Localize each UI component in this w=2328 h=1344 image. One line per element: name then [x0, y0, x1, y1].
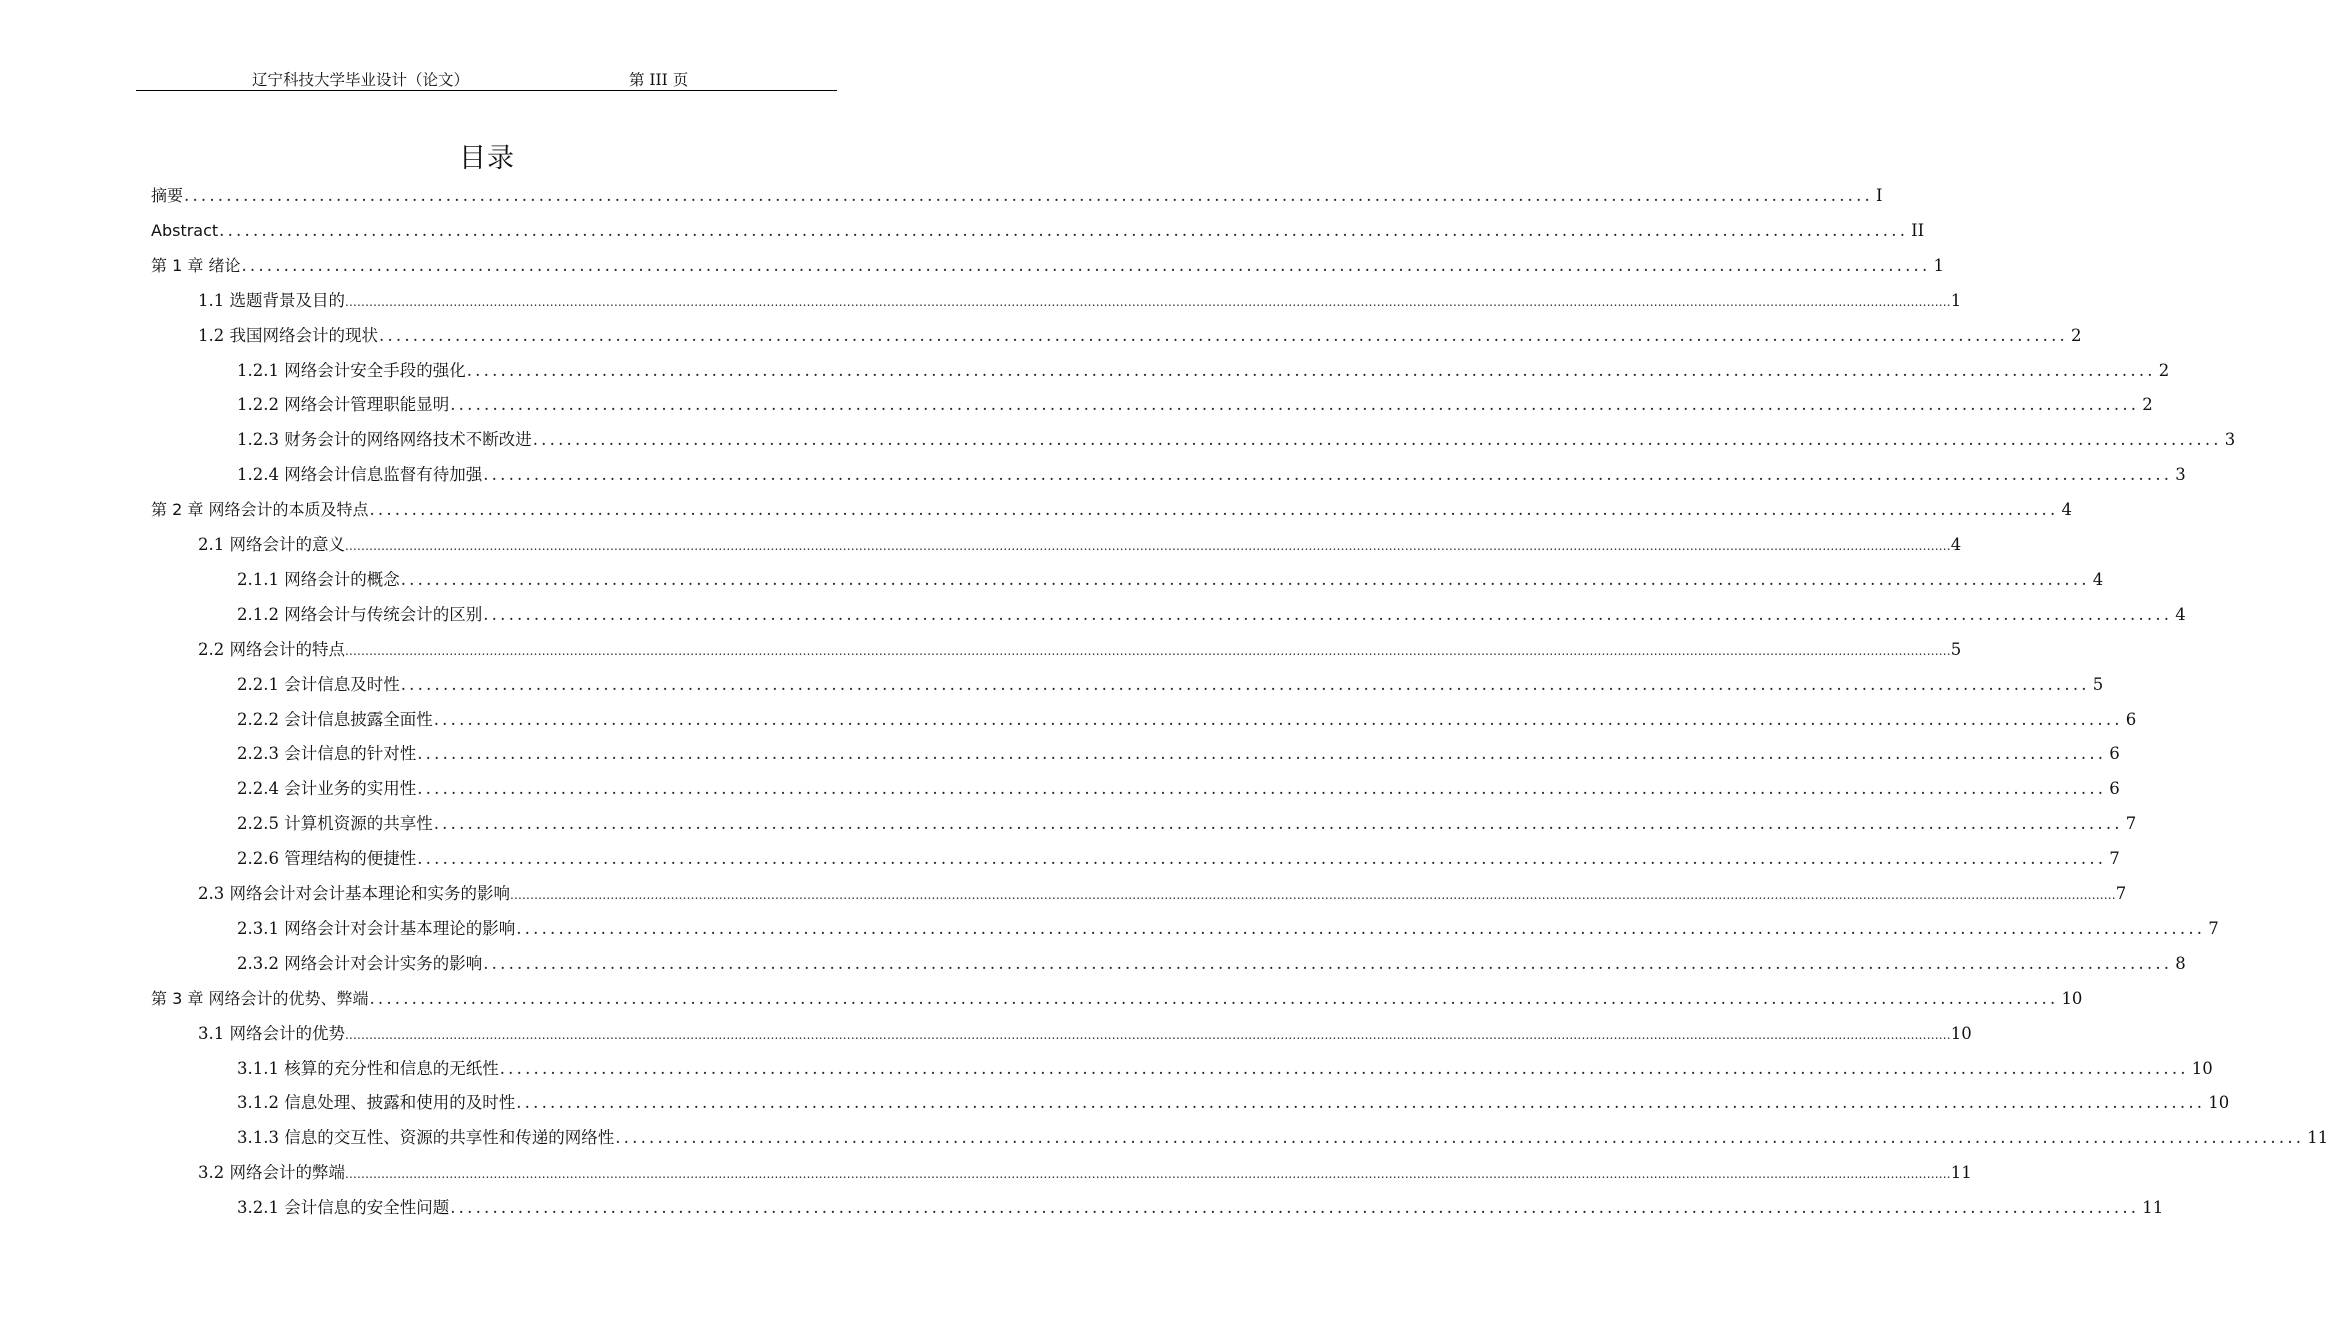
toc-entry[interactable] — [237, 844, 2120, 874]
toc-entry[interactable] — [237, 600, 2186, 630]
toc-entry[interactable] — [151, 984, 2083, 1014]
toc-entry-page-number: 6 — [2109, 744, 2120, 764]
toc-entry-page-number: 4 — [2092, 569, 2104, 589]
toc-entry-page-number: 6 — [2109, 779, 2120, 799]
toc-entry[interactable] — [198, 286, 1962, 316]
toc-entry-page-number: 4 — [1950, 535, 1962, 554]
toc-dot-leader: ........................................................................................................................................................................................................ — [219, 220, 1909, 240]
toc-entry-page-number: 7 — [2115, 884, 2127, 903]
toc-dot-leader: ................................................................................................................................................................................................................................................................................................................................................................................................................ — [345, 643, 1951, 658]
toc-entry-page-number: 10 — [2191, 1058, 2213, 1078]
toc-entry[interactable] — [237, 1123, 2328, 1153]
toc-entry-page-number: 4 — [2061, 500, 2072, 520]
toc-entry-title: 第 1 章 绪论 — [151, 255, 241, 275]
toc-entry[interactable] — [237, 356, 2170, 386]
toc-entry[interactable] — [237, 739, 2120, 769]
toc-entry[interactable] — [198, 1019, 1972, 1049]
toc-entry-title: 第 3 章 网络会计的优势、弊端 — [151, 988, 369, 1008]
toc-entry[interactable] — [237, 949, 2186, 979]
toc-entry-page-number: 1 — [1933, 255, 1944, 275]
toc-dot-leader: ................................................................................................................................................................................................................................................................................................................................................................................................................ — [345, 539, 1951, 553]
toc-entry[interactable] — [237, 565, 2104, 595]
toc-dot-leader: ........................................................................................................................................................................................................ — [615, 1128, 2305, 1148]
toc-entry-title: 2.3.1 网络会计对会计基本理论的影响 — [237, 918, 516, 938]
toc-entry-page-number: 4 — [2175, 604, 2186, 624]
toc-dot-leader: ........................................................................................................................................................................................................ — [499, 1058, 2189, 1078]
toc-dot-leader: ................................................................................................................................................................................................................................................................................................................................................................................................................ — [510, 888, 2116, 902]
toc-dot-leader: ........................................................................................................................................................................................................ — [433, 709, 2123, 729]
toc-entry-page-number: 10 — [1950, 1023, 1972, 1043]
toc-entry-title: Abstract — [151, 220, 219, 240]
toc-entry-title: 3.2 网络会计的弊端 — [198, 1163, 345, 1183]
toc-entry-page-number: 11 — [2307, 1128, 2328, 1148]
toc-entry[interactable] — [151, 216, 1925, 246]
toc-entry-title: 第 2 章 网络会计的本质及特点 — [151, 500, 369, 520]
toc-dot-leader: ................................................................................................................................................................................................................................................................................................................................................................................................................ — [345, 1167, 1951, 1182]
toc-entry-page-number: 3 — [2224, 430, 2236, 450]
toc-dot-leader: ........................................................................................................................................................................................................ — [400, 569, 2090, 589]
toc-entry-title: 1.2.1 网络会计安全手段的强化 — [237, 360, 466, 380]
toc-entry-page-number: 7 — [2109, 849, 2120, 869]
toc-entry-page-number: 2 — [2070, 325, 2082, 345]
toc-entry[interactable] — [198, 1158, 1972, 1188]
toc-entry[interactable] — [198, 530, 1962, 560]
toc-entry-title: 2.2.1 会计信息及时性 — [237, 674, 400, 694]
toc-entry[interactable] — [237, 705, 2137, 735]
toc-entry-page-number: 10 — [2208, 1093, 2230, 1113]
toc-entry[interactable] — [237, 774, 2120, 804]
toc-entry[interactable] — [237, 809, 2137, 839]
toc-entry-title: 1.2.2 网络会计管理职能显明 — [237, 395, 450, 415]
toc-dot-leader: ........................................................................................................................................................................................................ — [241, 255, 1931, 275]
toc-dot-leader: ........................................................................................................................................................................................................ — [466, 360, 2156, 380]
toc-dot-leader: ........................................................................................................................................................................................................ — [184, 186, 1873, 205]
toc-entry-title: 1.2.4 网络会计信息监督有待加强 — [237, 465, 483, 485]
toc-entry-page-number: 3 — [2175, 465, 2186, 485]
page-header — [136, 66, 837, 91]
toc-entry-page-number: I — [1876, 186, 1883, 205]
toc-entry-page-number: 11 — [2142, 1198, 2164, 1218]
toc-dot-leader: ........................................................................................................................................................................................................ — [379, 325, 2068, 345]
toc-entry[interactable] — [198, 635, 1962, 665]
toc-entry-title: 1.2 我国网络会计的现状 — [198, 325, 378, 345]
toc-entry-page-number: 7 — [2125, 814, 2137, 834]
toc-dot-leader: ................................................................................................................................................................................................................................................................................................................................................................................................................ — [345, 294, 1951, 309]
toc-entry-title: 3.2.1 会计信息的安全性问题 — [237, 1198, 450, 1218]
toc-entry-title: 3.1 网络会计的优势 — [198, 1023, 345, 1043]
toc-dot-leader: ................................................................................................................................................................................................................................................................................................................................................................................................................ — [345, 1027, 1951, 1042]
toc-entry[interactable] — [237, 425, 2236, 455]
toc-dot-leader: ........................................................................................................................................................................................................ — [483, 604, 2173, 624]
toc-entry-title: 2.1 网络会计的意义 — [198, 535, 345, 554]
toc-entry[interactable] — [151, 495, 2072, 525]
toc-entry-page-number: 2 — [2142, 395, 2153, 415]
toc-entry-page-number: 1 — [1950, 290, 1962, 310]
toc-dot-leader: ........................................................................................................................................................................................................ — [417, 779, 2107, 799]
toc-entry-title: 2.3 网络会计对会计基本理论和实务的影响 — [198, 884, 510, 903]
toc-entry[interactable] — [237, 1193, 2164, 1223]
toc-dot-leader: ........................................................................................................................................................................................................ — [417, 744, 2107, 764]
toc-entry-title: 2.2.2 会计信息披露全面性 — [237, 709, 433, 729]
toc-entry-title: 2.1.2 网络会计与传统会计的区别 — [237, 604, 483, 624]
toc-entry-title: 2.2 网络会计的特点 — [198, 639, 345, 659]
toc-dot-leader: ........................................................................................................................................................................................................ — [483, 465, 2173, 485]
toc-entry-title: 摘要 — [151, 186, 184, 205]
toc-entry[interactable] — [237, 670, 2104, 700]
toc-entry[interactable] — [237, 914, 2219, 944]
toc-entry-page-number: 7 — [2208, 918, 2219, 938]
toc-dot-leader: ........................................................................................................................................................................................................ — [417, 849, 2107, 869]
toc-entry-title: 2.3.2 网络会计对会计实务的影响 — [237, 953, 483, 973]
header-school-name: 辽宁科技大学毕业设计（论文） — [252, 71, 470, 89]
toc-entry-page-number: 10 — [2061, 988, 2083, 1008]
toc-entry-page-number: II — [1911, 220, 1925, 240]
toc-dot-leader: ........................................................................................................................................................................................................ — [369, 988, 2059, 1008]
toc-entry[interactable] — [198, 321, 2082, 351]
toc-entry-page-number: 5 — [1950, 639, 1962, 659]
toc-entry-title: 3.1.2 信息处理、披露和使用的及时性 — [237, 1093, 516, 1113]
toc-entry-title: 2.2.6 管理结构的便捷性 — [237, 849, 417, 869]
toc-entry-page-number: 8 — [2175, 953, 2186, 973]
toc-dot-leader: ........................................................................................................................................................................................................ — [369, 500, 2059, 520]
toc-entry[interactable] — [237, 1054, 2213, 1084]
toc-dot-leader: ........................................................................................................................................................................................................ — [532, 430, 2222, 450]
toc-entry-title: 2.2.5 计算机资源的共享性 — [237, 814, 433, 834]
toc-dot-leader: ........................................................................................................................................................................................................ — [433, 814, 2123, 834]
toc-entry-page-number: 5 — [2092, 674, 2104, 694]
toc-entry[interactable] — [237, 460, 2186, 490]
toc-dot-leader: ........................................................................................................................................................................................................ — [516, 918, 2206, 938]
toc-entry-title: 2.2.3 会计信息的针对性 — [237, 744, 417, 764]
toc-entry-title: 2.1.1 网络会计的概念 — [237, 569, 400, 589]
toc-entry-page-number: 6 — [2125, 709, 2137, 729]
header-page-number: 第 III 页 — [629, 71, 689, 89]
toc-title: 目录 — [459, 143, 515, 174]
toc-entry-page-number: 2 — [2158, 360, 2170, 380]
toc-entry-title: 1.2.3 财务会计的网络网络技术不断改进 — [237, 430, 532, 450]
toc-dot-leader: ........................................................................................................................................................................................................ — [483, 953, 2173, 973]
toc-dot-leader: ........................................................................................................................................................................................................ — [516, 1093, 2206, 1113]
toc-entry[interactable] — [198, 879, 2127, 909]
toc-entry-title: 1.1 选题背景及目的 — [198, 290, 345, 310]
toc-dot-leader: ........................................................................................................................................................................................................ — [400, 674, 2090, 694]
toc-entry-title: 3.1.1 核算的充分性和信息的无纸性 — [237, 1058, 499, 1078]
toc-entry-page-number: 11 — [1950, 1163, 1972, 1183]
toc-entry[interactable] — [237, 1088, 2230, 1118]
toc-entry-title: 2.2.4 会计业务的实用性 — [237, 779, 417, 799]
toc-dot-leader: ........................................................................................................................................................................................................ — [450, 1198, 2140, 1218]
toc-entry[interactable] — [151, 181, 1883, 211]
toc-entry[interactable] — [237, 390, 2153, 420]
toc-dot-leader: ........................................................................................................................................................................................................ — [450, 395, 2140, 415]
toc-entry-title: 3.1.3 信息的交互性、资源的共享性和传递的网络性 — [237, 1128, 615, 1148]
toc-entry[interactable] — [151, 251, 1944, 281]
